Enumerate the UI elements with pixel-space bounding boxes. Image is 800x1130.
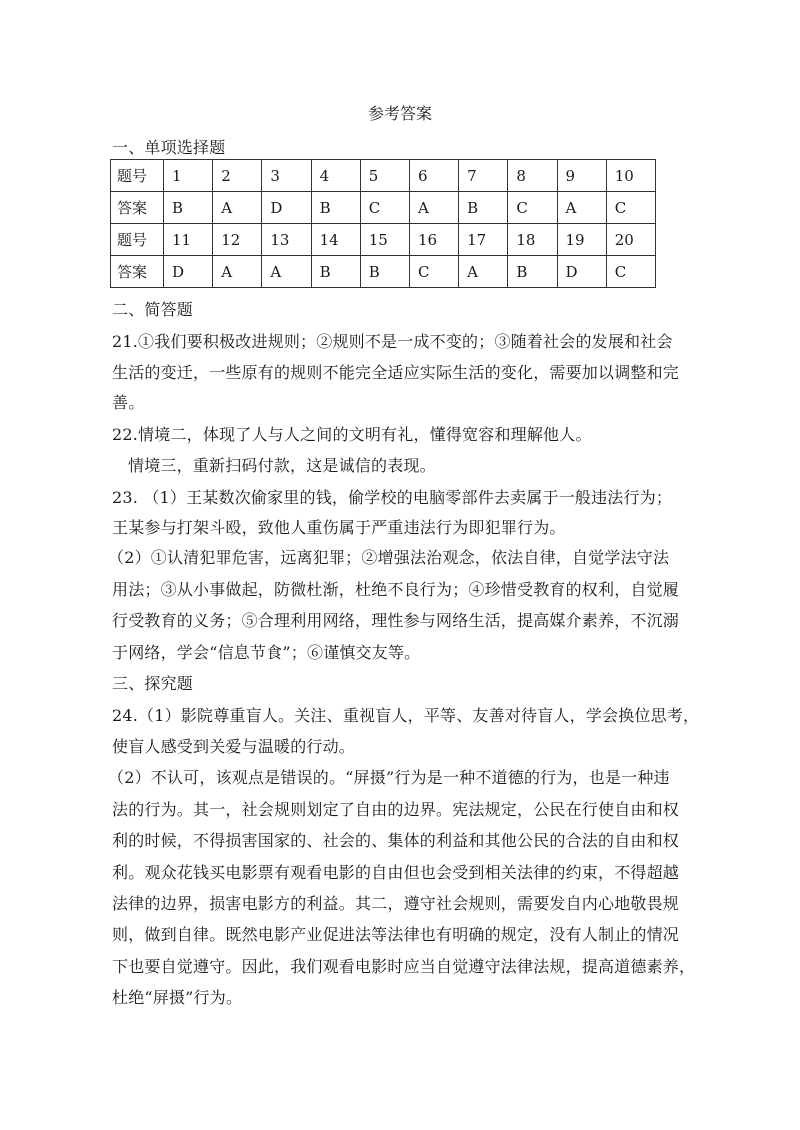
answer-line: 下也要自觉遵守。因此，我们观看电影时应当自觉遵守法律法规，提高道德素养， (112, 957, 696, 976)
table-cell: B (360, 256, 409, 288)
answer-line: 24.（1）影院尊重盲人。关注、重视盲人，平等、友善对待盲人，学会换位思考， (112, 706, 700, 725)
table-cell: 5 (360, 160, 409, 192)
answer-line: 用法；③从小事做起，防微杜渐，杜绝不良行为；④珍惜受教育的权利，自觉履 (112, 580, 680, 599)
table-cell: 16 (409, 224, 458, 256)
table-cell: C (508, 192, 557, 224)
table-cell: 4 (311, 160, 360, 192)
answer-line: 法律的边界，损害电影方的利益。其二，遵守社会规则，需要发自内心地敬畏规 (112, 894, 680, 913)
table-cell: B (508, 256, 557, 288)
page-title: 参考答案 (367, 104, 432, 123)
table-cell: A (262, 256, 311, 288)
answer-line: 使盲人感受到关爱与温暖的行动。 (112, 737, 356, 756)
table-cell: 18 (508, 224, 557, 256)
section-heading-short-answer: 二、简答题 (112, 300, 194, 319)
table-cell: A (213, 256, 262, 288)
answer-line: 王某参与打架斗殴，致他人重伤属于严重违法行为即犯罪行为。 (112, 518, 566, 537)
row-header-answer: 答案 (111, 192, 164, 224)
answer-line: 23. （1）王某数次偷家里的钱，偷学校的电脑零部件去卖属于一般违法行为； (112, 488, 673, 507)
table-cell: 12 (213, 224, 262, 256)
table-cell: D (557, 256, 606, 288)
table-cell: 13 (262, 224, 311, 256)
table-cell: 15 (360, 224, 409, 256)
table-cell: C (606, 256, 655, 288)
answer-line: （2）①认清犯罪危害，远离犯罪；②增强法治观念，依法自律，自觉学法守法 (108, 548, 670, 567)
table-cell: 14 (311, 224, 360, 256)
table-row-answers-1 (111, 192, 656, 224)
section-heading-inquiry: 三、探究题 (112, 674, 194, 693)
table-cell: A (557, 192, 606, 224)
answer-line: 行受教育的义务；⑤合理利用网络，理性参与网络生活，提高媒介素养，不沉溺 (112, 611, 680, 630)
answer-line: 22.情境二，体现了人与人之间的文明有礼，懂得宽容和理解他人。 (112, 425, 592, 444)
row-header-number: 题号 (111, 224, 164, 256)
answer-line: 生活的变迁，一些原有的规则不能完全适应实际生活的变化，需要加以调整和完 (112, 363, 680, 382)
answer-line: 21.①我们要积极改进规则；②规则不是一成不变的；③随着社会的发展和社会 (112, 332, 673, 351)
table-cell: B (311, 192, 360, 224)
answer-line: 法的行为。其一，社会规则划定了自由的边界。宪法规定，公民在行使自由和权 (112, 800, 680, 819)
table-cell: 8 (508, 160, 557, 192)
table-cell: C (409, 256, 458, 288)
table-cell: C (606, 192, 655, 224)
answer-line: 则，做到自律。既然电影产业促进法等法律也有明确的规定，没有人制止的情况 (112, 925, 680, 944)
table-cell: 11 (164, 224, 213, 256)
section-heading-multiple-choice: 一、单项选择题 (112, 138, 226, 157)
table-cell: D (164, 256, 213, 288)
table-cell: A (459, 256, 508, 288)
table-row-numbers-2 (111, 224, 656, 256)
answer-line: 情境三，重新扫码付款，这是诚信的表现。 (128, 456, 436, 475)
table-cell: B (311, 256, 360, 288)
table-cell: A (213, 192, 262, 224)
table-cell: 10 (606, 160, 655, 192)
answer-line: 利的时候，不得损害国家的、社会的、集体的利益和其他公民的合法的自由和权 (112, 831, 680, 850)
answer-table (110, 159, 656, 288)
table-cell: C (360, 192, 409, 224)
table-cell: 2 (213, 160, 262, 192)
table-cell: 19 (557, 224, 606, 256)
table-cell: B (459, 192, 508, 224)
row-header-answer: 答案 (111, 256, 164, 288)
table-cell: 17 (459, 224, 508, 256)
table-cell: 6 (409, 160, 458, 192)
table-row-numbers-1 (111, 160, 656, 192)
answer-line: 利。观众花钱买电影票有观看电影的自由但也会受到相关法律的约束，不得超越 (112, 863, 680, 882)
answer-line: （2）不认可，该观点是错误的。“屏摄”行为是一种不道德的行为，也是一种违 (108, 768, 670, 787)
answer-line: 杜绝“屏摄”行为。 (112, 988, 243, 1007)
table-cell: 7 (459, 160, 508, 192)
row-header-number: 题号 (111, 160, 164, 192)
table-cell: D (262, 192, 311, 224)
answer-line: 于网络，学会“信息节食”；⑥谨慎交友等。 (112, 643, 421, 662)
table-cell: 1 (164, 160, 213, 192)
table-cell: B (164, 192, 213, 224)
table-cell: 20 (606, 224, 655, 256)
table-row-answers-2 (111, 256, 656, 288)
answer-line: 善。 (112, 393, 145, 412)
table-cell: 3 (262, 160, 311, 192)
table-cell: A (409, 192, 458, 224)
table-cell: 9 (557, 160, 606, 192)
